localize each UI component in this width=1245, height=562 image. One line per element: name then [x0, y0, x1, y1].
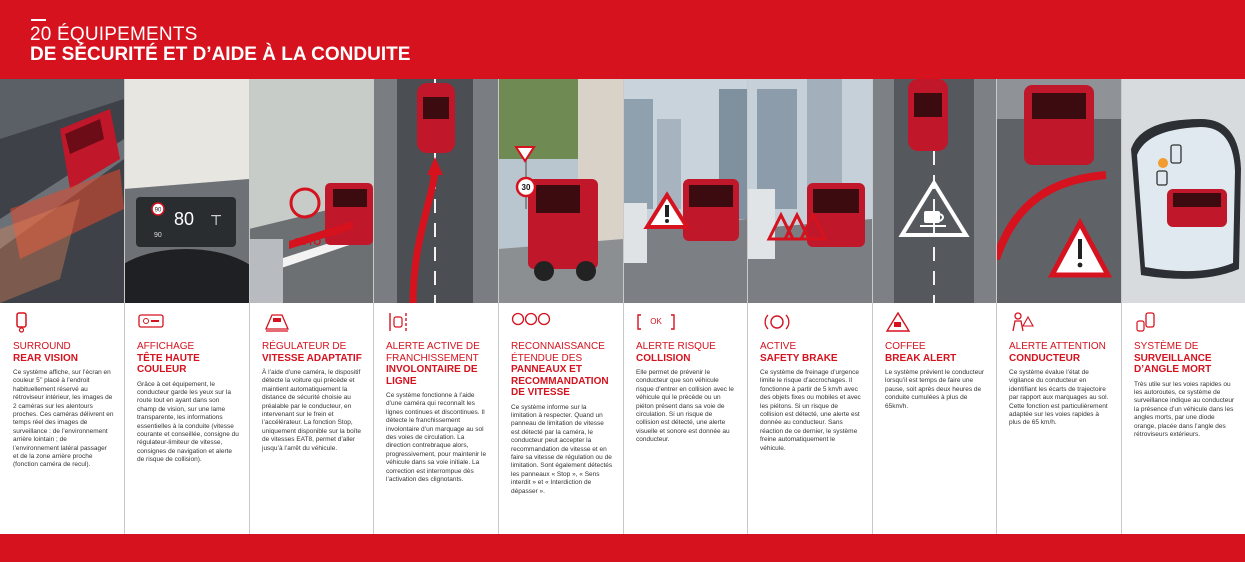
- feature-description: Ce système de freinage d’urgence limite le risque d’accrochages. Il fonctionne à partir de 5 km/h avec des objets fixes ou mobiles et avec les piétons. Si un risque de collision est détecté, une alerte est donnée au conducteur. Sans réaction de ce dernier, le système freine automatiquement le véhicule.: [760, 369, 861, 452]
- feature-title: [760, 341, 862, 364]
- head-up-display-icon: [137, 311, 239, 335]
- adaptive-cruise-icon: [262, 311, 363, 335]
- feature-image-traffic-sign: [498, 79, 623, 303]
- feature-title-bold: CONDUCTEUR: [1009, 352, 1081, 364]
- feature-image-lane-keeping: [373, 79, 498, 303]
- blind-spot-icon: [1134, 311, 1235, 335]
- feature-image-rear-vision: [0, 79, 124, 303]
- feature-column-lane-keeping: [373, 79, 498, 534]
- feature-title: [262, 341, 363, 364]
- feature-column-surround-rear-vision: [0, 79, 124, 534]
- feature-image-head-up-display: [124, 79, 249, 303]
- header-accent-bar: [31, 19, 46, 21]
- feature-title-light: RÉGULATEUR DE: [262, 341, 347, 352]
- feature-title: [636, 341, 737, 364]
- feature-description: Ce système informe sur la limitation à respecter. Quand un panneau de limitation de vitesse est détecté par la caméra, le conducteur peut accepter la recommandation de vitesse et en faire sa vitesse de régulation ou de limitation. Sont également détectés les panneaux « Stop », « Sens interdit » et « Interdiction de dépasser ».: [511, 403, 613, 495]
- header-title-line2: DE SÉCURITÉ ET D’AIDE À LA CONDUITE: [30, 44, 411, 65]
- feature-title-light: SURROUND: [13, 341, 71, 352]
- feature-title-light: RECONNAISSANCE ÉTENDUE DES: [511, 341, 605, 364]
- column-divider: [872, 79, 873, 534]
- feature-column-driver-attention: [996, 79, 1121, 534]
- feature-title-bold: COLLISION: [636, 352, 691, 364]
- feature-title-bold: VITESSE ADAPTATIF: [262, 352, 362, 364]
- feature-image-blind-spot: [1121, 79, 1245, 303]
- camera-car-icon: [13, 311, 114, 335]
- feature-description: Ce système affiche, sur l’écran en couleur 5’’ placé à l’endroit habituellement réservé au rétroviseur intérieur, les images de 2 caméras sur les alentours proches. Ces caméras délivrent en temps réel des images de surveillance : de l’environnement arrière lointain ; de l’environnement latéral passager et de la zone arrière proche (fonction caméra de recul).: [13, 369, 114, 469]
- feature-description: Ce système fonctionne à l’aide d’une caméra qui reconnaît les lignes continues et discontinues. Il détecte le franchissement involontaire d’un marquage au sol des voies de circulation. La direction contrebraque alors, progressivement, pour maintenir le véhicule dans sa voie initiale. La correction est interrompue dès l’activation des clignotants.: [386, 392, 487, 484]
- feature-title-light: ALERTE ATTENTION: [1009, 341, 1106, 352]
- feature-title: [137, 341, 239, 376]
- column-divider: [623, 79, 624, 534]
- feature-image-collision-alert: [623, 79, 747, 303]
- feature-description: Elle permet de prévenir le conducteur que son véhicule risque d’entrer en collision avec le véhicule qui le précède ou un piéton présent dans sa voie de circulation. Si un risque de collision est détecté, une alerte visuelle et sonore est donnée au conducteur.: [636, 369, 734, 444]
- feature-title-bold: TÊTE HAUTE COULEUR: [137, 352, 200, 375]
- feature-column-head-up-display: [124, 79, 249, 534]
- feature-title-bold: BREAK ALERT: [885, 352, 957, 364]
- feature-title: [1134, 341, 1235, 376]
- feature-title-light: COFFEE: [885, 341, 926, 352]
- feature-image-driver-attention: [996, 79, 1121, 303]
- feature-title-light: ALERTE RISQUE: [636, 341, 716, 352]
- lane-keeping-icon: [386, 311, 488, 335]
- feature-title-light: AFFICHAGE: [137, 341, 195, 352]
- feature-title-bold: INVOLONTAIRE DE LIGNE: [386, 364, 478, 387]
- feature-description: Très utile sur les voies rapides ou les autoroutes, ce système de surveillance indique au conducteur la présence d’un véhicule dans les angles morts, par une diode orange, placée dans l’angle des rétroviseurs extérieurs.: [1134, 380, 1235, 438]
- feature-column-collision-alert: [623, 79, 747, 534]
- feature-description: À l’aide d’une caméra, le dispositif détecte la voiture qui précède et maintient automatiquement la distance de sécurité choisie au préalable par le conducteur, en intervenant sur le frein et l’accélérateur. La fonction Stop, uniquement disponible sur la boîte de vitesses EAT8, permet d’aller jusqu’à l’arrêt du véhicule.: [262, 369, 362, 452]
- header-title-line1: 20 ÉQUIPEMENTS: [30, 24, 198, 45]
- feature-image-coffee-break: [872, 79, 996, 303]
- feature-title: [386, 341, 488, 387]
- hud-small-value: 90: [154, 232, 162, 239]
- hud-arrow-glyph: ⊤: [210, 212, 223, 228]
- cruise-auto-label: AUTO: [293, 237, 322, 248]
- column-divider: [1121, 79, 1122, 534]
- feature-description: Ce système évalue l’état de vigilance du conducteur en identifiant les écarts de trajectoire par rapport aux marquages au sol. Cette fonction est particulièrement adaptée sur les voies rapides à plus de 65 km/h.: [1009, 369, 1109, 427]
- feature-title: [1009, 341, 1111, 364]
- feature-title-bold: PANNEAUX ET RECOMMANDATION DE VITESSE: [511, 364, 609, 398]
- speed-sign-value: 30: [521, 183, 531, 192]
- feature-column-blind-spot: [1121, 79, 1245, 534]
- feature-description: Grâce à cet équipement, le conducteur garde les yeux sur la route tout en ayant dans son champ de vision, sur une lame transparente, les informations essentielles à la conduite (vitesse courante et conseillée, consigne du régulateur-limiteur de vitesse, consignes de navigation et alerte de risque de collision).: [137, 380, 239, 464]
- column-divider: [747, 79, 748, 534]
- header-banner: [0, 0, 1245, 79]
- feature-title-light: ACTIVE: [760, 341, 797, 352]
- feature-title-light: SYSTÈME DE: [1134, 341, 1199, 352]
- safety-brake-icon: [760, 311, 862, 335]
- hud-speed-value: 80: [174, 209, 195, 229]
- column-divider: [996, 79, 997, 534]
- feature-image-adaptive-cruise: [249, 79, 373, 303]
- feature-title-bold: SURVEILLANCE D’ANGLE MORT: [1134, 352, 1212, 375]
- column-divider: [498, 79, 499, 534]
- feature-image-safety-brake: [747, 79, 872, 303]
- feature-column-traffic-sign: [498, 79, 623, 534]
- coffee-break-icon: [885, 311, 986, 335]
- footer-band: [0, 534, 1245, 562]
- feature-title-bold: SAFETY BRAKE: [760, 352, 838, 364]
- driver-attention-icon: [1009, 311, 1111, 335]
- feature-title: [885, 341, 986, 364]
- feature-column-coffee-break: [872, 79, 996, 534]
- hud-limit-value: 90: [154, 207, 162, 214]
- column-divider: [373, 79, 374, 534]
- feature-title-light: ALERTE ACTIVE DE FRANCHISSEMENT: [386, 341, 480, 364]
- collision-alert-icon: [636, 311, 737, 335]
- feature-title-bold: REAR VISION: [13, 352, 79, 364]
- feature-column-safety-brake: [747, 79, 872, 534]
- feature-column-adaptive-cruise: [249, 79, 373, 534]
- feature-title: [13, 341, 114, 364]
- column-divider: [249, 79, 250, 534]
- feature-title: [511, 341, 613, 399]
- column-divider: [124, 79, 125, 534]
- collision-icon-text: OK: [650, 317, 662, 326]
- traffic-sign-icon: [511, 311, 613, 335]
- feature-description: Le système prévient le conducteur lorsqu’il est temps de faire une pause, soit après deux heures de conduite cumulées à plus de 65km/h.: [885, 369, 984, 410]
